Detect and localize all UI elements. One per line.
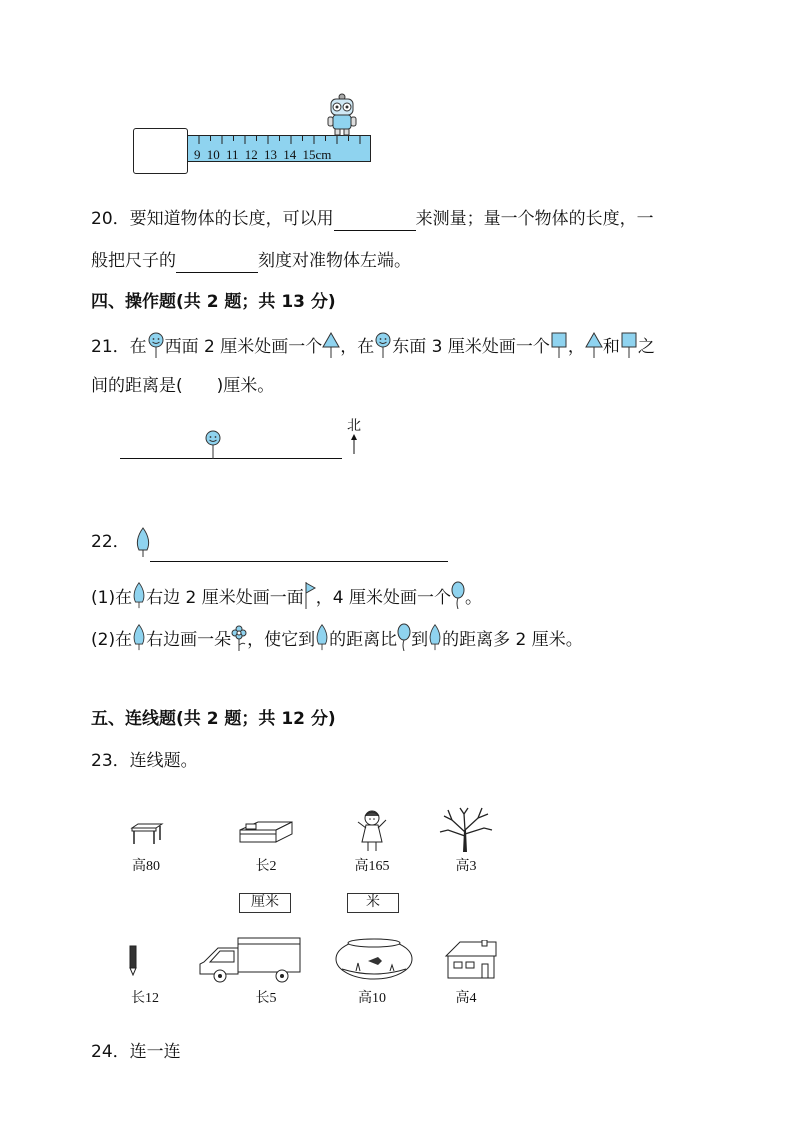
tree-icon xyxy=(428,623,442,651)
q20-blank-2[interactable] xyxy=(176,252,258,273)
ruler-tick-label: 15cm xyxy=(302,147,332,162)
q21-text: 21．在 xyxy=(91,337,147,357)
tree-icon xyxy=(132,623,146,651)
q23-bottom-label: 高10 xyxy=(358,991,386,1006)
q20-text: 般把尺子的 xyxy=(91,251,176,271)
flag-icon xyxy=(304,581,316,609)
ruler-tick-label: 11 xyxy=(226,147,239,162)
q21-text: ， xyxy=(567,337,585,357)
ruler-figure xyxy=(130,92,375,177)
unit-box-meter[interactable]: 米 xyxy=(347,893,399,913)
balloon-icon xyxy=(397,623,411,651)
question-22-part-1 xyxy=(91,581,482,610)
q22-drawing-line[interactable] xyxy=(150,561,448,562)
north-label: 北 xyxy=(347,418,361,434)
ruler-tick-label: 9 xyxy=(194,147,201,162)
house-icon xyxy=(444,940,498,980)
ruler-tick-label: 13 xyxy=(264,147,278,162)
question-22-header xyxy=(91,530,130,554)
q22-text: ，4 厘米处画一个 xyxy=(315,588,451,608)
question-21-line-1 xyxy=(91,332,655,359)
q21-text: 之 xyxy=(637,337,655,357)
q20-blank-1[interactable] xyxy=(334,210,416,231)
question-23-title: 23．连线题。 xyxy=(91,751,198,771)
square-flag-icon xyxy=(620,332,638,358)
q20-text: 20．要知道物体的长度，可以用 xyxy=(91,209,334,229)
q22-text: 到 xyxy=(411,630,429,650)
q22-text: (1)在 xyxy=(91,588,133,608)
balloon-icon xyxy=(451,581,465,609)
ruler-tick-labels xyxy=(194,147,331,163)
q21-text: ，在 xyxy=(340,337,375,357)
q21-text: 西面 2 厘米处画一个 xyxy=(164,337,323,357)
flower-icon xyxy=(231,625,247,651)
north-arrow-icon xyxy=(349,434,359,454)
q22-text: 的距离多 2 厘米。 xyxy=(442,630,583,650)
tree-icon xyxy=(135,527,151,557)
q23-bottom-label: 高4 xyxy=(455,991,477,1006)
q22-text: 。 xyxy=(464,588,482,608)
q22-number: 22． xyxy=(91,532,130,552)
tree-icon xyxy=(315,623,329,651)
north-indicator xyxy=(344,418,364,458)
square-flag-icon xyxy=(550,332,568,358)
table-icon xyxy=(130,822,164,846)
question-22-part-2 xyxy=(91,623,583,652)
question-24-title: 24．连一连 xyxy=(91,1042,181,1062)
question-20-line-2 xyxy=(91,249,411,273)
q20-text: 刻度对准物体左端。 xyxy=(258,251,411,271)
q23-bottom-label: 长12 xyxy=(131,991,159,1006)
ruler-tick-label: 12 xyxy=(244,147,258,162)
girl-icon xyxy=(354,808,390,852)
truck-icon xyxy=(198,936,304,984)
measured-object-box xyxy=(133,128,188,174)
section-4-title: 四、操作题(共 2 题；共 13 分) xyxy=(91,292,336,312)
q21-drawing-line[interactable] xyxy=(120,458,342,459)
q22-text: (2)在 xyxy=(91,630,133,650)
smiley-flag-icon xyxy=(147,332,165,358)
tree-icon xyxy=(132,581,146,609)
fishbowl-icon xyxy=(334,937,414,981)
q23-top-label: 高80 xyxy=(132,859,160,874)
q23-top-label: 高165 xyxy=(354,859,390,874)
q20-text: 来测量；量一个物体的长度，一 xyxy=(415,209,654,229)
question-20-line-1 xyxy=(91,207,654,231)
q22-text: ，使它到 xyxy=(247,630,316,650)
q22-text: 右边 2 厘米处画一面 xyxy=(146,588,304,608)
q22-text: 右边画一朵 xyxy=(146,630,232,650)
q21-text: 和 xyxy=(602,337,620,357)
unit-box-centimeter[interactable]: 厘米 xyxy=(239,893,291,913)
question-21-line-2: 间的距离是( )厘米。 xyxy=(91,376,275,396)
triangle-flag-icon xyxy=(585,332,603,358)
ruler-tick-label: 14 xyxy=(283,147,297,162)
section-5-title: 五、连线题(共 2 题；共 12 分) xyxy=(91,709,336,729)
q23-top-label: 高3 xyxy=(455,859,477,874)
robot-icon xyxy=(325,92,359,136)
q23-bottom-label: 长5 xyxy=(255,991,277,1006)
smiley-flag-icon xyxy=(204,430,222,459)
bed-icon xyxy=(238,816,294,848)
q22-text: 的距离比 xyxy=(329,630,398,650)
tree-bare-icon xyxy=(438,806,494,852)
q23-top-label: 长2 xyxy=(255,859,277,874)
triangle-flag-icon xyxy=(322,332,340,358)
pencil-icon xyxy=(128,944,138,976)
q21-text: 东面 3 厘米处画一个 xyxy=(392,337,550,357)
ruler-tick-label: 10 xyxy=(206,147,220,162)
smiley-flag-icon xyxy=(374,332,392,358)
